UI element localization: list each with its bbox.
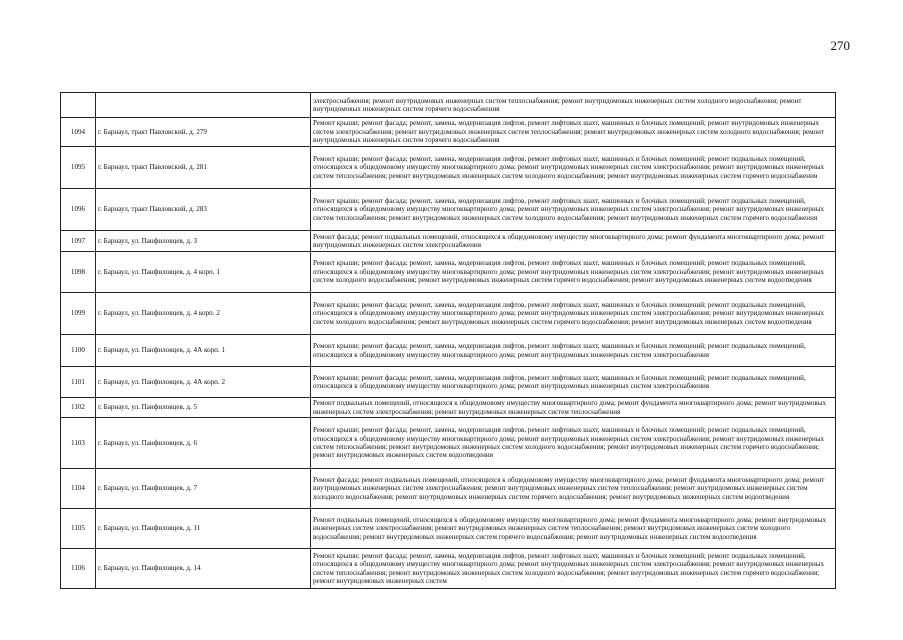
row-works: Ремонт крыши; ремонт фасада; ремонт, замена, модернизация лифтов, ремонт лифтовых шахт, машинных и блочных помещений; ремонт внутридомовых инженерных систем электроснабжения; ремонт внутридомовых инженерных систем теплоснабжения; ремонт внутридомовых инженерных систем холодного водоснабжения; ремонт внутридомовых инженерных систем горячего водоснабжения: [311, 118, 836, 147]
row-works: Ремонт подвальных помещений, относящихся к общедомовому имуществу многоквартирного дома; ремонт фундамента многоквартирного дома; ремонт внутридомовых инженерных систем электроснабжения; ремонт внутридомовых инженерных систем теплоснабжения: [311, 398, 836, 418]
row-works: Ремонт крыши; ремонт фасада; ремонт, замена, модернизация лифтов, ремонт лифтовых шахт, машинных и блочных помещений; ремонт подвальных помещений, относящихся к общедомовому имуществу многоквартирного дома; ремонт внутридомовых инженерных систем электроснабжения; ремонт внутридомовых инженерных систем теплоснабжения; ремонт внутридомовых инженерных систем холодного водоснабжения; ремонт внутридомовых инженерных систем горячего водоснабжения; ремонт внутридомовых инженерных систем: [311, 549, 836, 589]
row-works: Ремонт крыши; ремонт фасада; ремонт, замена, модернизация лифтов, ремонт лифтовых шахт, машинных и блочных помещений; ремонт подвальных помещений, относящихся к общедомовому имуществу многоквартирного дома; ремонт внутридомовых инженерных систем электроснабжения; ремонт внутридомовых инженерных систем теплоснабжения; ремонт внутридомовых инженерных систем холодного водоснабжения; ремонт внутридомовых инженерных систем горячего водоснабжения: [311, 147, 836, 189]
row-address: г. Барнаул, ул. Панфиловцев, д. 4 корп. 1: [96, 252, 311, 293]
row-number: 1103: [61, 418, 96, 469]
row-works: Ремонт крыши; ремонт фасада; ремонт, замена, модернизация лифтов, ремонт лифтовых шахт, машинных и блочных помещений; ремонт подвальных помещений, относящихся к общедомовому имуществу многоквартирного дома; ремонт внутридомовых инженерных систем электроснабжения: [311, 367, 836, 398]
row-works: Ремонт подвальных помещений, относящихся к общедомовому имуществу многоквартирного дома; ремонт фундамента многоквартирного дома; ремонт внутридомовых инженерных систем электроснабжения; ремонт внутридомовых инженерных систем теплоснабжения; ремонт внутридомовых инженерных систем холодного водоснабжения; ремонт внутридомовых инженерных систем горячего водоснабжения; ремонт внутридомовых инженерных систем водоотведения: [311, 509, 836, 549]
row-address: г. Барнаул, тракт Павловский, д. 279: [96, 118, 311, 147]
table-row: [61, 398, 836, 418]
table-row: [61, 231, 836, 252]
row-works: Ремонт крыши; ремонт фасада; ремонт, замена, модернизация лифтов, ремонт лифтовых шахт, машинных и блочных помещений; ремонт подвальных помещений, относящихся к общедомовому имуществу многоквартирного дома; ремонт внутридомовых инженерных систем электроснабжения; ремонт внутридомовых инженерных систем теплоснабжения; ремонт внутридомовых инженерных систем холодного водоснабжения; ремонт внутридомовых инженерных систем горячего водоснабжения; ремонт внутридомовых инженерных систем водоотведения: [311, 418, 836, 469]
table-row: [61, 252, 836, 293]
table-row: [61, 93, 836, 118]
table-row: [61, 189, 836, 231]
row-works: Ремонт крыши; ремонт фасада; ремонт, замена, модернизация лифтов, ремонт лифтовых шахт, машинных и блочных помещений; ремонт подвальных помещений, относящихся к общедомовому имуществу многоквартирного дома; ремонт внутридомовых инженерных систем электроснабжения; ремонт внутридомовых инженерных систем теплоснабжения; ремонт внутридомовых инженерных систем холодного водоснабжения; ремонт внутридомовых инженерных систем горячего водоснабжения: [311, 189, 836, 231]
repair-works-table: [60, 92, 836, 589]
row-number: 1105: [61, 509, 96, 549]
row-address: г. Барнаул, ул. Панфиловцев, д. 3: [96, 231, 311, 252]
table-row: [61, 509, 836, 549]
row-works: электроснабжения; ремонт внутридомовых инженерных систем теплоснабжения; ремонт внутридомовых инженерных систем холодного водоснабжения; ремонт внутридомовых инженерных систем горячего водоснабжения: [311, 93, 836, 118]
row-address: г. Барнаул, ул. Панфиловцев, д. 4А корп. 2: [96, 367, 311, 398]
table-row: [61, 293, 836, 335]
row-number: 1104: [61, 469, 96, 509]
table-row: [61, 367, 836, 398]
row-address: г. Барнаул, тракт Павловский, д. 283: [96, 189, 311, 231]
table-row: [61, 147, 836, 189]
row-address: г. Барнаул, ул. Панфиловцев, д. 14: [96, 549, 311, 589]
row-number: 1098: [61, 252, 96, 293]
row-number: 1096: [61, 189, 96, 231]
table-row: [61, 549, 836, 589]
row-number: 1102: [61, 398, 96, 418]
row-number: 1094: [61, 118, 96, 147]
table-row: [61, 118, 836, 147]
row-number: [61, 93, 96, 118]
row-number: 1106: [61, 549, 96, 589]
row-address: [96, 93, 311, 118]
row-works: Ремонт фасада; ремонт подвальных помещений, относящихся к общедомовому имуществу многоквартирного дома; ремонт фундамента многоквартирного дома; ремонт внутридомовых инженерных систем электроснабжения; ремонт внутридомовых инженерных систем теплоснабжения; ремонт внутридомовых инженерных систем холодного водоснабжения; ремонт внутридомовых инженерных систем горячего водоснабжения; ремонт внутридомовых инженерных систем водоотведения: [311, 469, 836, 509]
row-number: 1100: [61, 335, 96, 367]
row-works: Ремонт фасада; ремонт подвальных помещений, относящихся к общедомовому имуществу многоквартирного дома; ремонт фундамента многоквартирного дома; ремонт внутридомовых инженерных систем электроснабжения: [311, 231, 836, 252]
row-works: Ремонт крыши; ремонт фасада; ремонт, замена, модернизация лифтов, ремонт лифтовых шахт, машинных и блочных помещений; ремонт подвальных помещений, относящихся к общедомовому имуществу многоквартирного дома; ремонт внутридомовых инженерных систем электроснабжения; ремонт внутридомовых инженерных систем холодного водоснабжения; ремонт внутридомовых инженерных систем горячего водоснабжения; ремонт внутридомовых инженерных систем водоотведения: [311, 252, 836, 293]
table-row: [61, 469, 836, 509]
row-address: г. Барнаул, ул. Панфиловцев, д. 5: [96, 398, 311, 418]
table-row: [61, 418, 836, 469]
row-works: Ремонт крыши; ремонт фасада; ремонт, замена, модернизация лифтов, ремонт лифтовых шахт, машинных и блочных помещений; ремонт подвальных помещений, относящихся к общедомовому имуществу многоквартирного дома; ремонт внутридомовых инженерных систем электроснабжения: [311, 335, 836, 367]
row-address: г. Барнаул, ул. Панфиловцев, д. 4 корп. 2: [96, 293, 311, 335]
table-row: [61, 335, 836, 367]
row-address: г. Барнаул, ул. Панфиловцев, д. 11: [96, 509, 311, 549]
row-address: г. Барнаул, ул. Панфиловцев, д. 4А корп. 1: [96, 335, 311, 367]
row-number: 1101: [61, 367, 96, 398]
row-number: 1099: [61, 293, 96, 335]
row-address: г. Барнаул, ул. Панфиловцев, д. 7: [96, 469, 311, 509]
row-address: г. Барнаул, ул. Панфиловцев, д. 6: [96, 418, 311, 469]
page-number: 270: [830, 38, 850, 53]
row-address: г. Барнаул, тракт Павловский, д. 281: [96, 147, 311, 189]
row-number: 1095: [61, 147, 96, 189]
row-number: 1097: [61, 231, 96, 252]
row-works: Ремонт крыши; ремонт фасада; ремонт, замена, модернизация лифтов, ремонт лифтовых шахт, машинных и блочных помещений; ремонт подвальных помещений, относящихся к общедомовому имуществу многоквартирного дома; ремонт внутридомовых инженерных систем электроснабжения; ремонт внутридомовых инженерных систем холодного водоснабжения; ремонт внутридомовых инженерных систем горячего водоснабжения; ремонт внутридомовых инженерных систем водоотведения: [311, 293, 836, 335]
